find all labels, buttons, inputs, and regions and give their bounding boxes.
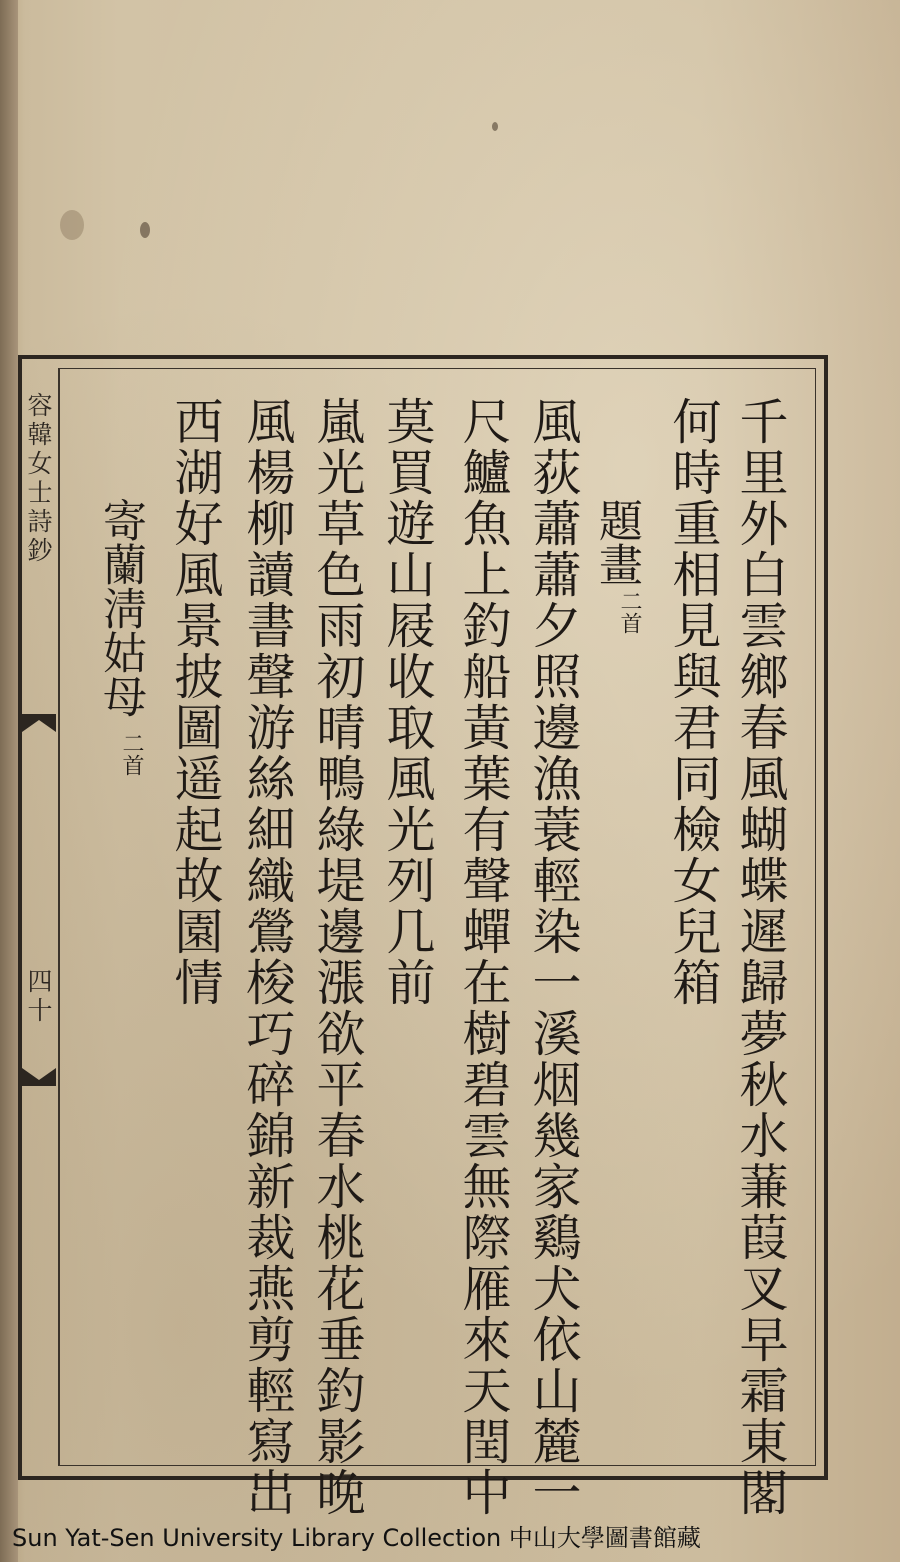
fishtail-mark-top <box>22 712 56 732</box>
poem-line: 風荻蕭蕭夕照邊漁蓑輕染一溪烟幾家鷄犬依山麓一 <box>525 396 582 1518</box>
ink-stain <box>60 210 84 240</box>
poem-count: 二首 <box>617 590 642 634</box>
poem-count: 二首 <box>119 732 144 776</box>
poem-line: 何時重相見與君同檢女兒箱 <box>665 396 722 1008</box>
book-title-gutter: 容韓女士詩鈔 <box>24 392 53 566</box>
ink-stain <box>140 222 150 238</box>
poem-line: 西湖好風景披圖遥起故園情 <box>167 396 224 1008</box>
library-caption: Sun Yat-Sen University Library Collection 中山大學圖書館藏 <box>12 1524 701 1552</box>
page-binding-edge <box>0 0 18 1562</box>
poem-line: 嵐光草色雨初晴鴨綠堤邊漲欲平春水桃花垂釣影晚 <box>309 396 366 1518</box>
fishtail-mark-bottom <box>22 1068 56 1088</box>
poem-line: 莫買遊山屐收取風光列几前 <box>379 396 436 1008</box>
poem-line: 千里外白雲鄉春風蝴蝶遲歸夢秋水蒹葭叉早霜東閣 <box>732 396 789 1518</box>
poem-line: 風楊柳讀書聲游絲細織鶯梭巧碎錦新裁燕剪輕寫出 <box>239 396 296 1518</box>
page-number: 四十 <box>24 968 53 1026</box>
ink-stain <box>492 122 498 131</box>
poem-line: 尺鱸魚上釣船黃葉有聲蟬在樹碧雲無際雁來天閏中 <box>455 396 512 1518</box>
poem-title: 題畫 <box>591 498 642 586</box>
poem-title: 寄蘭淸姑母 <box>95 498 146 718</box>
gutter-divider <box>58 368 60 1466</box>
